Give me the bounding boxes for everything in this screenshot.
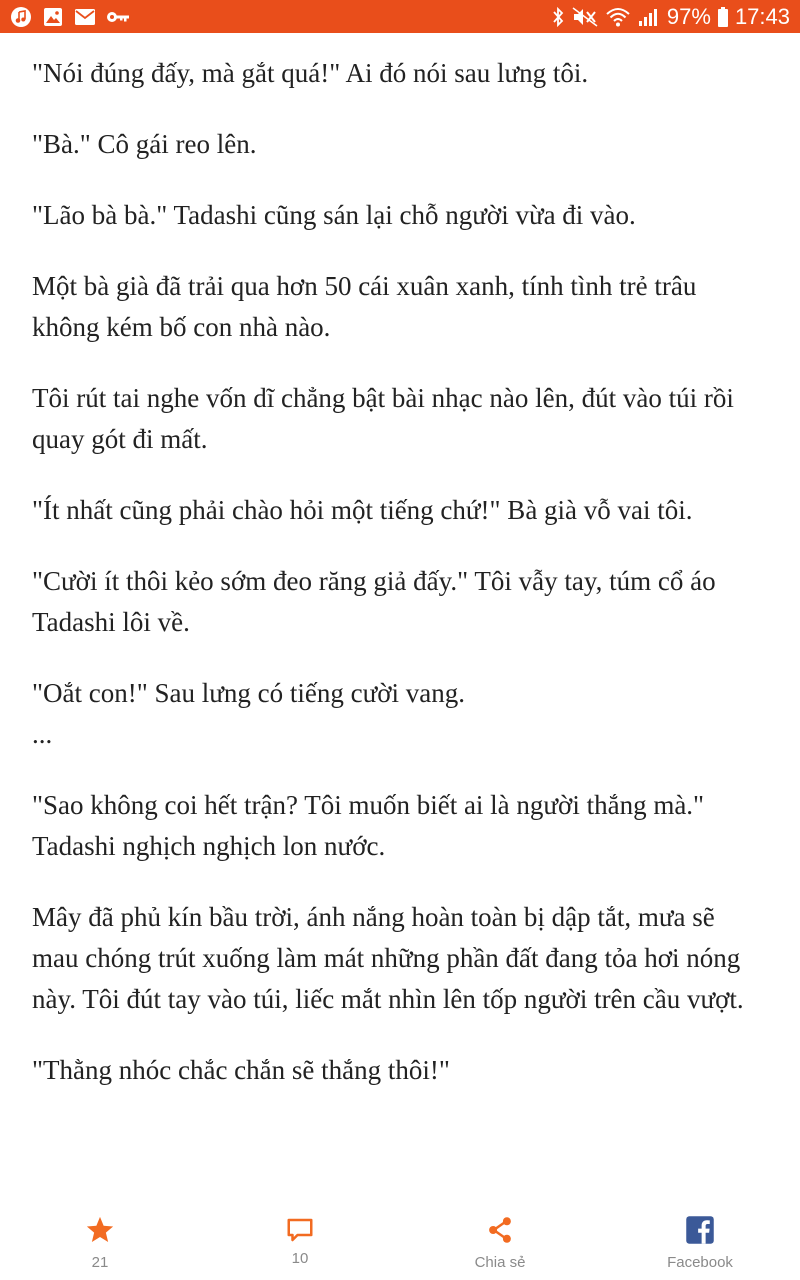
- paragraph: "Lão bà bà." Tadashi cũng sán lại chỗ người vừa đi vào.: [32, 200, 636, 230]
- music-note-icon: [10, 6, 32, 28]
- paragraph: "Nói đúng đấy, mà gắt quá!" Ai đó nói sau lưng tôi.: [32, 58, 589, 88]
- status-bar-system: [545, 0, 790, 33]
- share-button[interactable]: [430, 1214, 570, 1271]
- share-label: Chia sẻ: [474, 1254, 526, 1271]
- paragraph: "Bà." Cô gái reo lên.: [32, 129, 257, 159]
- facebook-icon: [685, 1214, 715, 1246]
- key-icon: [106, 10, 130, 24]
- favorite-button[interactable]: [30, 1214, 170, 1271]
- comment-button[interactable]: [230, 1214, 370, 1267]
- mute-icon: [571, 6, 599, 28]
- status-bar: [0, 0, 800, 33]
- paragraph: "Cười ít thôi kẻo sớm đeo răng giả đấy." Tôi vẫy tay, túm cổ áo Tadashi lôi về.: [32, 566, 716, 637]
- comment-count: 10: [291, 1250, 309, 1267]
- paragraph: Tôi rút tai nghe vốn dĩ chẳng bật bài nhạc nào lên, đút vào túi rồi quay gót đi mất.: [32, 383, 734, 454]
- bottom-action-bar: [0, 1200, 800, 1280]
- paragraph: "Oắt con!" Sau lưng có tiếng cười vang. ...: [32, 678, 465, 749]
- facebook-share-button[interactable]: [630, 1214, 770, 1271]
- paragraph: Mây đã phủ kín bầu trời, ánh nắng hoàn toàn bị dập tắt, mưa sẽ mau chóng trút xuống làm mát những phần đất đang tỏa hơi nóng này. Tôi đút tay vào túi, liếc mắt nhìn lên tốp người trên cầu vượt.: [32, 902, 744, 1014]
- paragraph: "Sao không coi hết trận? Tôi muốn biết ai là người thắng mà." Tadashi nghịch nghịch lon nước.: [32, 790, 705, 861]
- paragraph: "Thằng nhóc chắc chắn sẽ thắng thôi!": [32, 1055, 450, 1085]
- battery-percent: 97%: [666, 4, 711, 29]
- status-bar-notifications: [10, 6, 140, 28]
- paragraph: "Ít nhất cũng phải chào hỏi một tiếng chứ!" Bà già vỗ vai tôi.: [32, 495, 693, 525]
- signal-icon: [637, 6, 661, 28]
- favorite-count: 21: [91, 1254, 109, 1271]
- mail-icon: [74, 8, 96, 26]
- paragraph: Một bà già đã trải qua hơn 50 cái xuân xanh, tính tình trẻ trâu không kém bố con nhà nào.: [32, 271, 697, 342]
- bluetooth-icon: [551, 6, 565, 28]
- star-icon: [85, 1214, 115, 1246]
- share-icon: [485, 1214, 515, 1246]
- article-content[interactable]: [0, 33, 800, 1200]
- facebook-label: Facebook: [667, 1254, 733, 1271]
- comment-icon: [285, 1214, 315, 1246]
- wifi-icon: [605, 5, 631, 29]
- clock: 17:43: [734, 4, 790, 29]
- image-icon: [42, 6, 64, 28]
- battery-icon: [717, 6, 729, 28]
